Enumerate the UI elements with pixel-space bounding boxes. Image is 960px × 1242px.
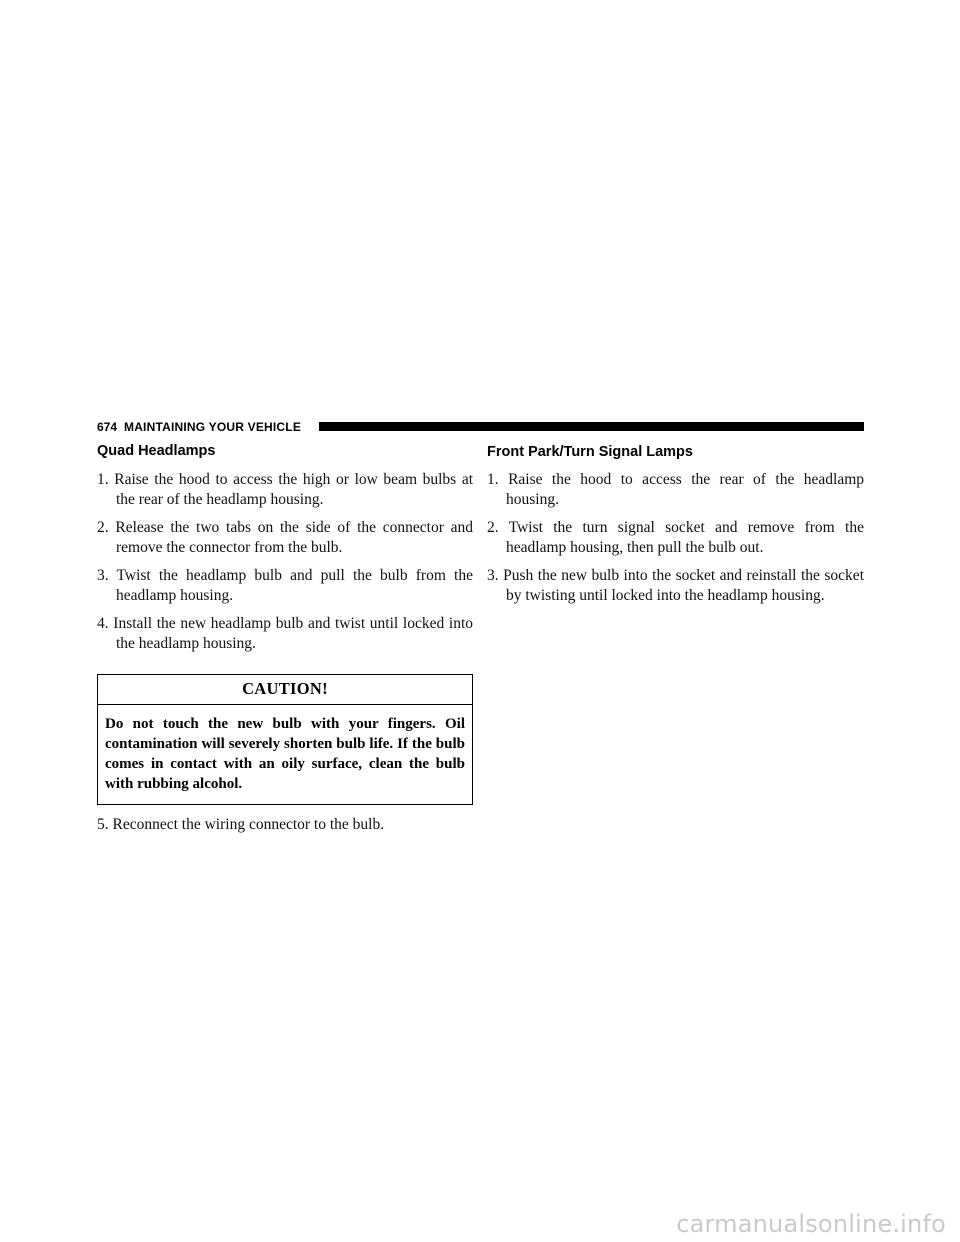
front-park-turn-steps — [487, 470, 864, 606]
step-number: 1. — [487, 471, 499, 488]
step-text: Push the new bulb into the socket and reinstall the socket by twisting until locked into the headlamp housing. — [503, 567, 864, 604]
header-rule — [319, 422, 864, 431]
step-number: 3. — [487, 567, 499, 584]
step-text: Twist the turn signal socket and remove from the headlamp housing, then pull the bulb out. — [506, 519, 864, 556]
step-text: Release the two tabs on the side of the connector and remove the connector from the bulb. — [115, 519, 474, 556]
step-number: 2. — [487, 519, 499, 536]
step-text: Raise the hood to access the rear of the headlamp housing. — [506, 471, 865, 508]
watermark-text: carmanualsonline.info — [676, 1210, 946, 1238]
step-item — [97, 815, 473, 835]
step-text: Raise the hood to access the high or low beam bulbs at the rear of the headlamp housing. — [114, 471, 474, 508]
section-title: MAINTAINING YOUR VEHICLE — [124, 420, 302, 434]
step-text: Twist the headlamp bulb and pull the bulb from the headlamp housing. — [116, 567, 473, 604]
quad-headlamps-heading: Quad Headlamps — [97, 443, 216, 459]
caution-title: CAUTION! — [98, 675, 472, 705]
page-header — [97, 419, 864, 435]
step-number: 3. — [97, 567, 109, 584]
step-number: 5. — [97, 816, 109, 833]
step-item — [487, 470, 864, 510]
quad-headlamps-steps-continued — [97, 815, 473, 835]
step-text: Reconnect the wiring connector to the bulb. — [112, 816, 385, 833]
caution-body: Do not touch the new bulb with your fingers. Oil contamination will severely shorten bulb life. If the bulb comes in contact with an oily surface, clean the bulb with rubbing alcohol. — [105, 716, 465, 792]
step-number: 4. — [97, 615, 109, 632]
caution-box — [97, 674, 473, 805]
step-item — [97, 470, 473, 510]
step-number: 1. — [97, 471, 109, 488]
step-item — [487, 566, 864, 606]
step-item — [97, 614, 473, 654]
quad-headlamps-steps — [97, 470, 473, 654]
watermark — [0, 1204, 960, 1242]
step-number: 2. — [97, 519, 109, 536]
step-item — [487, 518, 864, 558]
page-number: 674 — [97, 420, 118, 434]
left-column — [97, 441, 473, 835]
right-column — [487, 441, 864, 606]
step-item — [97, 566, 473, 606]
step-text: Install the new headlamp bulb and twist until locked into the headlamp housing. — [113, 615, 473, 652]
front-park-turn-heading: Front Park/Turn Signal Lamps — [487, 444, 693, 460]
step-item — [97, 518, 473, 558]
